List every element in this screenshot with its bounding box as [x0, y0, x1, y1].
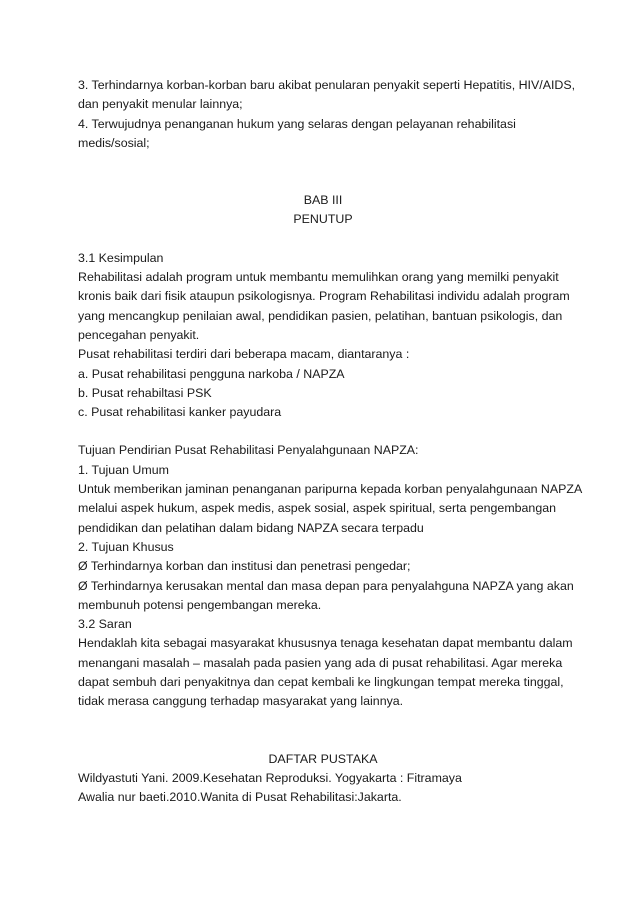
chapter-title: PENUTUP: [293, 212, 353, 227]
paragraph-line: pendidikan dan pelatihan dalam bidang NAPZA secara terpadu: [78, 520, 424, 535]
section-heading: 3.2 Saran: [78, 617, 132, 632]
list-item: c. Pusat rehabilitasi kanker payudara: [78, 405, 282, 420]
paragraph-line: kronis baik dari fisik ataupun psikologisnya. Program Rehabilitasi individu adalah program: [78, 289, 570, 304]
section-heading: 3.1 Kesimpulan: [78, 250, 164, 265]
paragraph-line: Pusat rehabilitasi terdiri dari beberapa macam, diantaranya :: [78, 347, 410, 362]
paragraph-line: Hendaklah kita sebagai masyarakat khususnya tenaga kesehatan dapat membantu dalam: [78, 636, 573, 651]
intro-line: 3. Terhindarnya korban-korban baru akibat penularan penyakit seperti Hepatitis, HIV/AIDS,: [78, 78, 576, 92]
subheading: 1. Tujuan Umum: [78, 462, 169, 477]
bullet-item: Ø Terhindarnya korban dan institusi dan penetrasi pengedar;: [78, 559, 411, 574]
paragraph-line: menangani masalah – masalah pada pasien yang ada di pusat rehabilitasi. Agar mereka: [78, 655, 563, 670]
paragraph-line: tidak merasa canggung terhadap masyarakat yang lainnya.: [78, 694, 404, 709]
paragraph-line: Tujuan Pendirian Pusat Rehabilitasi Penyalahgunaan NAPZA:: [78, 443, 419, 458]
paragraph-line: Rehabilitasi adalah program untuk membantu memulihkan orang yang memilki penyakit: [78, 270, 559, 285]
paragraph-line: dapat sembuh dari penyakitnya dan cepat kembali ke lingkungan tempat mereka tinggal,: [78, 675, 564, 690]
chapter-heading: [78, 191, 568, 230]
list-item: b. Pusat rehabiltasi PSK: [78, 385, 212, 400]
document-page: [78, 76, 583, 808]
references-section: [78, 750, 568, 808]
reference-entry: Wildyastuti Yani. 2009.Kesehatan Reproduksi. Yogyakarta : Fitramaya: [78, 770, 462, 785]
reference-entry: Awalia nur baeti.2010.Wanita di Pusat Rehabilitasi:Jakarta.: [78, 790, 402, 805]
conclusion-section: [78, 249, 568, 423]
paragraph-line: membunuh potensi pengembangan mereka.: [78, 597, 322, 612]
intro-section: [78, 76, 576, 153]
intro-line: 4. Terwujudnya penanganan hukum yang selaras dengan pelayanan rehabilitasi: [78, 116, 516, 131]
intro-line: medis/sosial;: [78, 135, 150, 150]
chapter-number: BAB III: [303, 193, 343, 208]
references-heading: DAFTAR PUSTAKA: [268, 751, 378, 766]
intro-line: dan penyakit menular lainnya;: [78, 97, 243, 112]
bullet-item: Ø Terhindarnya kerusakan mental dan masa depan para penyalahguna NAPZA yang akan: [78, 578, 574, 593]
paragraph-line: yang mencangkup penilaian awal, pendidikan pasien, pelatihan, bantuan psikologis, dan: [78, 308, 563, 323]
paragraph-line: melalui aspek hukum, aspek medis, aspek sosial, aspek spiritual, serta pengembangan: [78, 501, 556, 516]
goals-section: [78, 441, 583, 711]
subheading: 2. Tujuan Khusus: [78, 539, 174, 554]
paragraph-line: Untuk memberikan jaminan penanganan paripurna kepada korban penyalahgunaan NAPZA: [78, 482, 583, 497]
paragraph-line: pencegahan penyakit.: [78, 327, 200, 342]
list-item: a. Pusat rehabilitasi pengguna narkoba / NAPZA: [78, 366, 345, 381]
